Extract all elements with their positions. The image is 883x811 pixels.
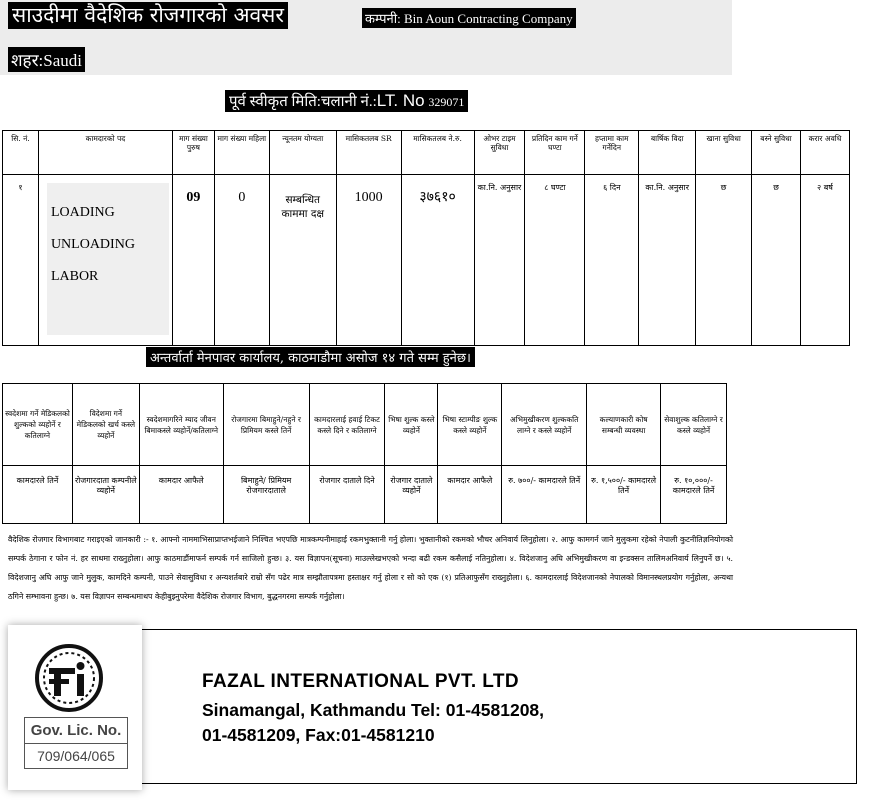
approval-info: [225, 90, 468, 112]
col-salary-sr: मासिकतलब SR: [336, 131, 401, 175]
fi-monogram-icon: [32, 641, 106, 715]
cost-value: रोजगारदाता कम्पनीले व्यहोर्ने: [72, 466, 139, 524]
cell-salary-npr: ३७६१०: [401, 175, 474, 346]
cell-female: 0: [214, 175, 269, 346]
position-box: [47, 183, 169, 335]
company-name: कम्पनी: Bin Aoun Contracting Company: [362, 8, 576, 28]
cost-table-header: [3, 384, 727, 466]
cost-header: कल्याणकारी कोष सम्बन्धी व्यवस्था: [587, 384, 661, 466]
cost-value: रु. १०,०००/- कामदारले तिर्ने: [661, 466, 727, 524]
col-male: माग संख्या पुरुष: [172, 131, 214, 175]
cost-header: विदेशमा गर्ने मेडिकलको खर्च कस्ले व्यहोर्ने: [72, 384, 139, 466]
col-hours: प्रतिदिन काम गर्ने घण्टा: [525, 131, 585, 175]
cost-value: रु. १,५००/- कामदारले तिर्ने: [587, 466, 661, 524]
cost-value: कामदार आफैले: [139, 466, 223, 524]
cell-accommodation: छ: [752, 175, 801, 346]
position-line: LOADING: [50, 205, 115, 220]
col-overtime: ओभर टाइम सुविधा: [474, 131, 525, 175]
approval-lt: LT. No: [376, 91, 425, 110]
license-label: Gov. Lic. No.: [24, 717, 128, 743]
department-notice: वैदेशिक रोजगार विभागबाट गराइएको जानकारी :- १. आफ्नो नाममाभिसाप्राप्तभईजाने निश्चित भएपछि मात्रकम्पनीमाहाई रकमभुक्तानी गर्नु होला। भुक्तानीको रकमको भौचर अनिवार्य लिनुहोला। २. आफु कामगर्न जाने मुलुकमा रहेको नेपाली कुटनीतिज्ञनियोगको सम्पर्क ठेगाना र फोन नं. हर साथमा राख्नुहोला। आफु काठमाडौंमाफर्न सम्पर्क गर्न साजिलो हुन्छ। ३. यस विज्ञापन(सूचना) माउल्लेखभएको भन्दा बढी रकम कसैलाई नतिनुहोला। ४. विदेशजानु अघि अभिमुखीकरण वा इन्डक्सन तालिमअनिवार्य लिनुपर्ने छ। ५. विदेशजानु अघि आफु जाने मुलुक, कामदिने कम्पनी, पाउने सेवासुविधा र अन्यशर्तबारे राम्रो सँग पढेर मात्र सम्झौतापत्रमा हस्ताक्षर गर्नु होला र सो को एक (१) प्रतिआफुसँग राख्नुहोला। ६. कामदारलाई विदेशजानको नेपालको विमानस्थलप्रयोग गर्नुहोला, अन्यथा ठगिने सम्भावना हुन्छ। ७. यस विज्ञापन सम्बन्धमाथप केहीबुझ्नुपरेमा वैदेशिक रोजगार विभाग, बुद्धनगरमा सम्पर्क गर्नुहोला।: [8, 535, 733, 601]
cell-male: 09: [172, 175, 214, 346]
license-number: 709/064/065: [24, 743, 128, 769]
cell-salary-sr: 1000: [336, 175, 401, 346]
cell-sn: १: [3, 175, 39, 346]
col-salary-npr: मासिकतलब ने.रु.: [401, 131, 474, 175]
col-food: खाना सुविधा: [696, 131, 752, 175]
cost-header: सेवाशुल्क कतिलाग्ने र कस्ले व्यहोर्ने: [661, 384, 727, 466]
agency-phone: 01-4581209, Fax:01-4581210: [202, 725, 435, 745]
cost-value: रोजगार दाताले व्यहोर्ने: [385, 466, 438, 524]
col-female: माग संख्या महिला: [214, 131, 269, 175]
cost-value: रु. ७००/- कामदारले तिर्ने: [502, 466, 587, 524]
cell-days: ६ दिन: [585, 175, 639, 346]
col-qualification: न्यूनतम योग्यता: [269, 131, 336, 175]
cost-header: रोजगारमा बिमाहुने/नहुने र प्रिमियम कस्ले तिर्ने: [223, 384, 309, 466]
cell-leave: का.नि. अनुसार: [639, 175, 696, 346]
col-position: कामदारको पद: [38, 131, 172, 175]
cell-overtime: का.नि. अनुसार: [474, 175, 525, 346]
position-line: LABOR: [50, 269, 99, 284]
cost-header: कामदारलाई हवाई टिकट कस्ले दिने र कतिलाग्ने: [309, 384, 385, 466]
cost-header: अभिमुखीकरण शुल्ककति लाग्ने र कस्ले व्यहोर्ने: [502, 384, 587, 466]
cost-header: स्वदेशमा गर्ने मेडिकलको शुल्कको व्यहोर्ने र कतिलाग्ने: [3, 384, 73, 466]
col-days: हप्तामा काम गर्नेदिन: [585, 131, 639, 175]
position-line: UNLOADING: [50, 237, 135, 252]
city-label: शहर:Saudi: [8, 47, 85, 72]
col-leave: बार्षिक विदा: [639, 131, 696, 175]
cost-header: स्वदेशमागरिने म्याद जीवन बिमाकस्ले व्यहोर्ने/कतिलाग्ने: [139, 384, 223, 466]
cell-hours: ८ घण्टा: [525, 175, 585, 346]
cost-header: भिषा शुल्क कस्ले व्यहोर्ने: [385, 384, 438, 466]
job-table: [2, 130, 850, 346]
agency-address: Sinamangal, Kathmandu Tel: 01-4581208,: [202, 700, 545, 720]
table-row: [3, 466, 727, 524]
cell-food: छ: [696, 175, 752, 346]
cell-qualification: सम्बन्धित काममा दक्ष: [269, 175, 336, 346]
cost-table: [2, 383, 727, 524]
cost-value: कामदारले तिर्ने: [3, 466, 73, 524]
cost-value: बिमाहुने/ प्रिमियम रोजगारदाताले: [223, 466, 309, 524]
interview-notice: अन्तर्वार्ता मेनपावर कार्यालय, काठमाडौमा असोज १४ गते सम्म हुनेछ।: [146, 347, 475, 367]
col-accommodation: बस्ने सुविधा: [752, 131, 801, 175]
table-row: [3, 175, 850, 346]
cost-header: भिषा स्टाम्पीङ शुल्क कस्ले व्यहोर्ने: [438, 384, 502, 466]
cell-position: [38, 175, 172, 346]
agency-logo: [8, 625, 142, 790]
col-contract: करार अवधि: [800, 131, 849, 175]
cost-value: कामदार आफैले: [438, 466, 502, 524]
col-sn: सि. नं.: [3, 131, 39, 175]
cost-value: रोजगार दाताले दिने: [309, 466, 385, 524]
agency-name: FAZAL INTERNATIONAL PVT. LTD: [202, 671, 519, 692]
approval-prefix: पूर्व स्वीकृत मिति:चलानी नं.:: [229, 94, 377, 110]
job-table-header: [3, 131, 850, 175]
cell-contract: २ बर्ष: [800, 175, 849, 346]
approval-number: 329071: [428, 95, 465, 109]
ad-title: साउदीमा वैदेशिक रोजगारको अवसर: [8, 2, 288, 29]
